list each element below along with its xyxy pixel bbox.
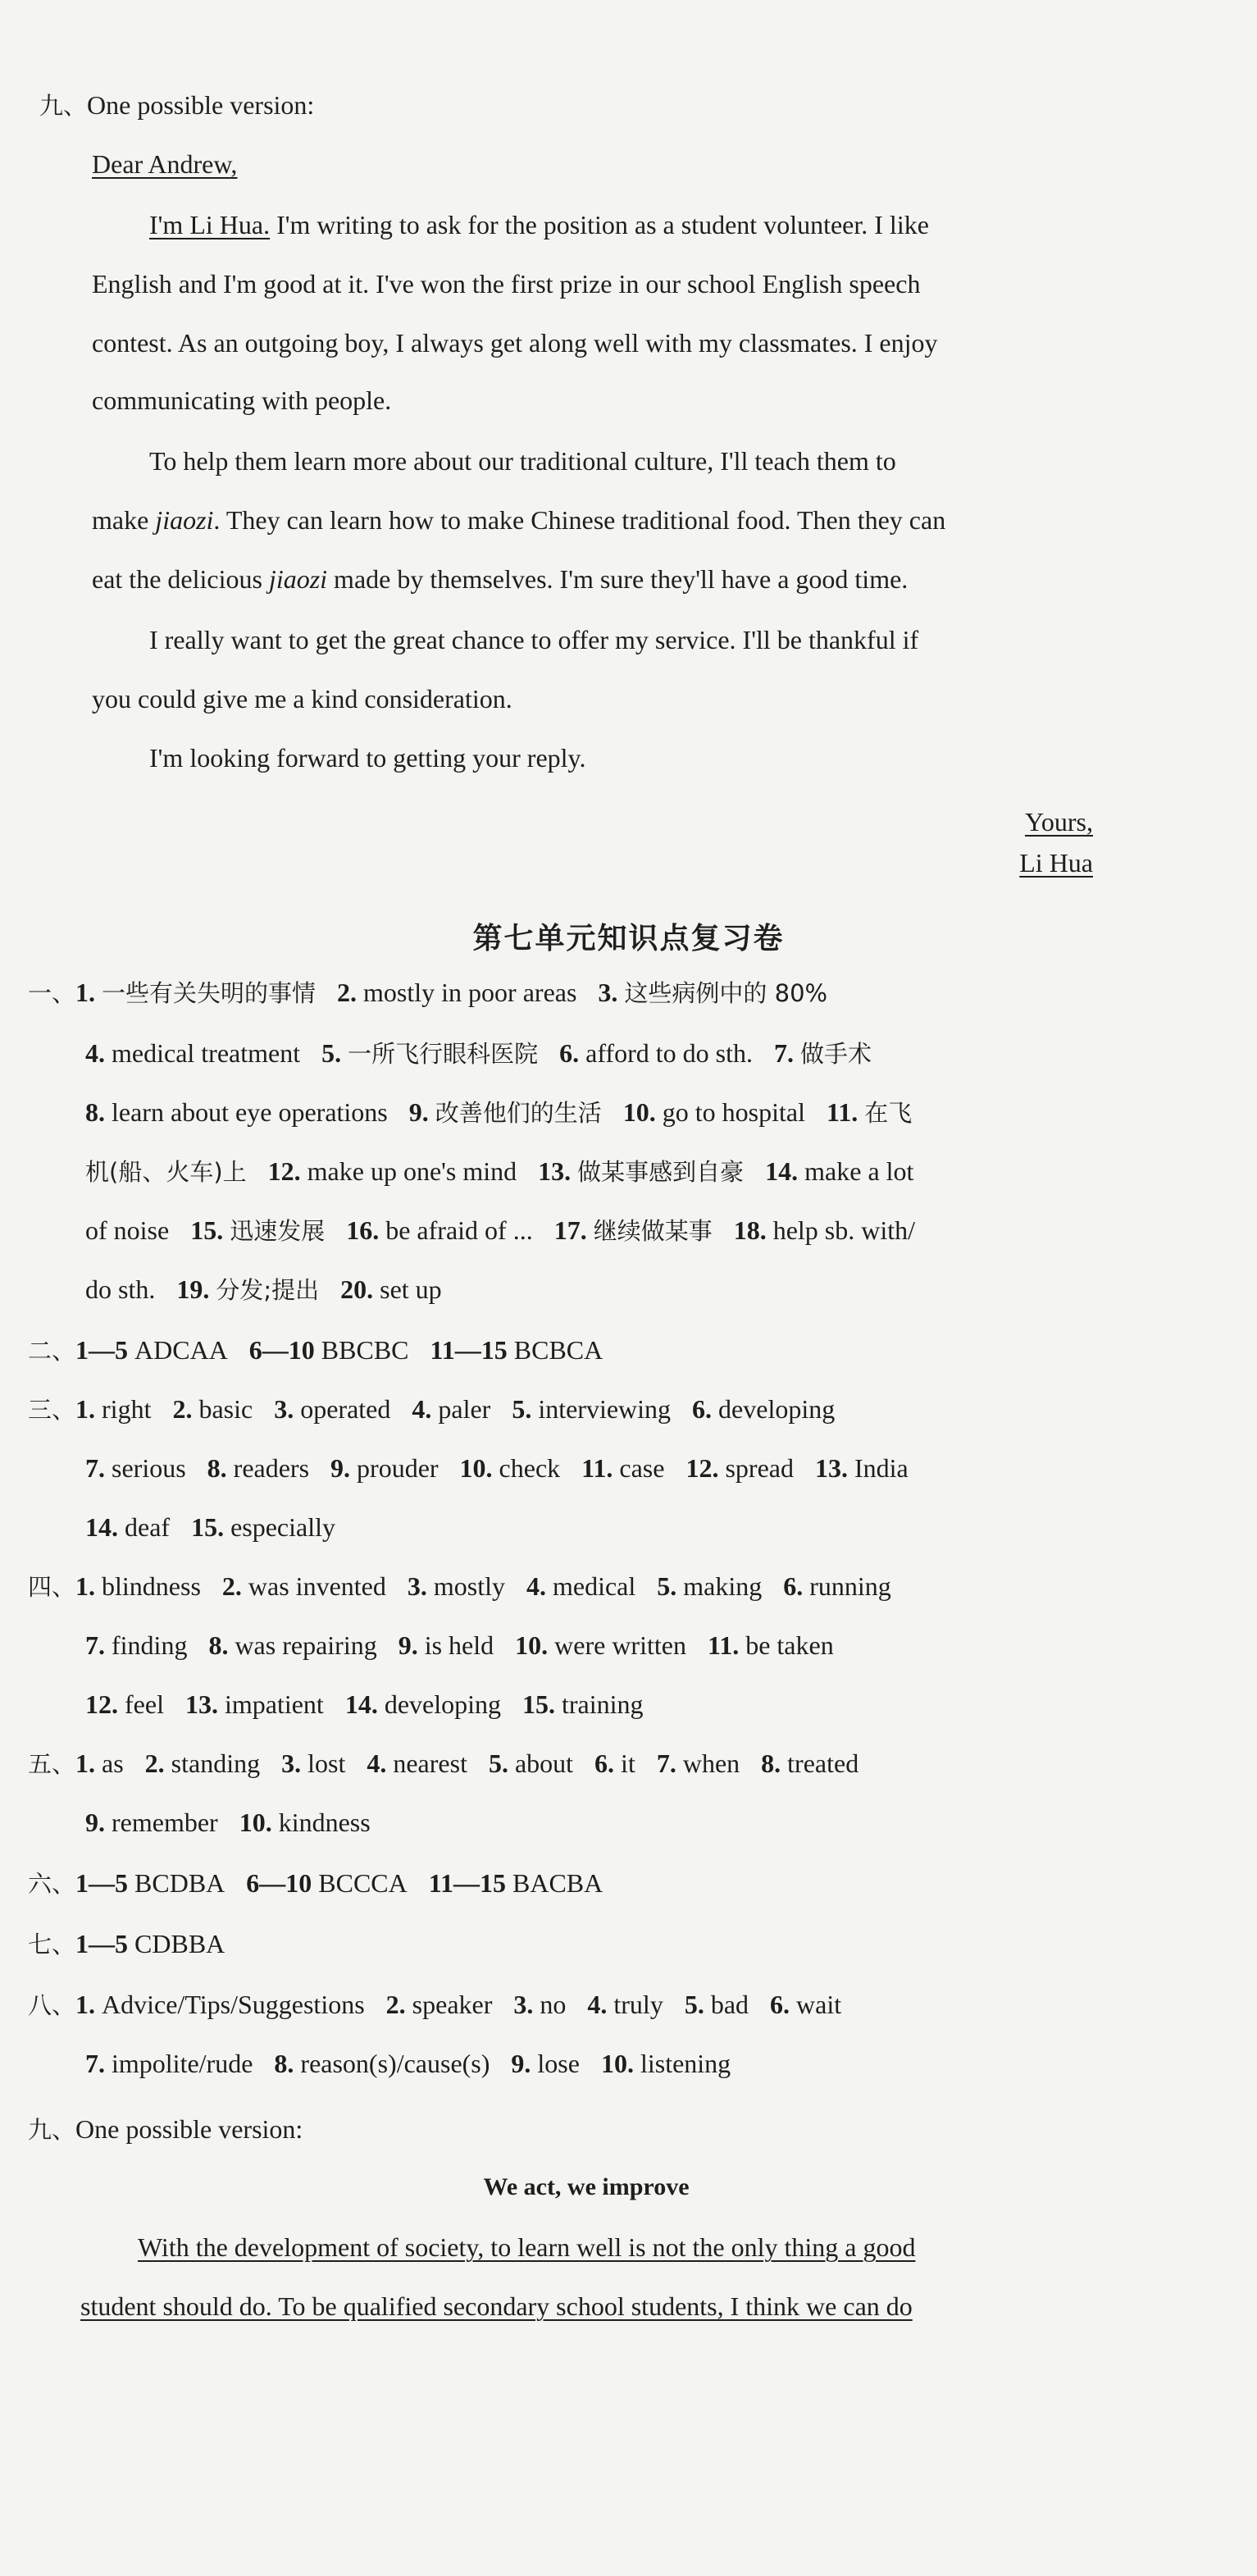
- item-number: 2.: [221, 1571, 242, 1601]
- item-value: ADCAA: [134, 1335, 228, 1365]
- item-value: lose: [537, 2049, 580, 2078]
- item-number: 13.: [814, 1453, 848, 1483]
- answer-item: [526, 1571, 635, 1601]
- item-value: help sb. with/: [772, 1215, 916, 1245]
- item-value: is held: [424, 1630, 494, 1660]
- item-value: afford to do sth.: [585, 1038, 753, 1068]
- item-value: BACBA: [512, 1868, 603, 1898]
- answer-item: [515, 1630, 686, 1660]
- answer-item: [657, 1748, 740, 1778]
- answer-item: [346, 1215, 532, 1245]
- item-number: 4.: [367, 1748, 387, 1778]
- item-value: 做某事感到自豪: [577, 1158, 745, 1186]
- item-number: 3.: [281, 1748, 302, 1778]
- item-number: 7.: [656, 1748, 676, 1778]
- item-number: 7.: [85, 2049, 105, 2078]
- answer-item: [75, 1748, 124, 1778]
- item-number: 14.: [765, 1156, 799, 1186]
- item-number: 3.: [407, 1571, 427, 1601]
- item-value: of noise: [85, 1215, 170, 1245]
- letter-p1-line3: contest. As an outgoing boy, I always get along well with my classmates. I enjoy: [92, 328, 938, 358]
- s7-items-line: [28, 1927, 246, 1961]
- answer-item: [85, 2049, 253, 2078]
- item-value: was invented: [248, 1571, 386, 1601]
- answer-item: [75, 1929, 225, 1958]
- item-number: 12.: [685, 1453, 719, 1483]
- s1-l3-line: [85, 1096, 933, 1129]
- item-value: 机(船、火车)上: [85, 1158, 247, 1186]
- item-number: 9.: [511, 2049, 531, 2078]
- s9-heading: [28, 2113, 303, 2146]
- answer-item: [208, 1630, 376, 1660]
- item-value: especially: [230, 1512, 335, 1542]
- answer-item: [489, 1748, 573, 1778]
- item-value: CDBBA: [134, 1929, 225, 1958]
- item-value: basic: [198, 1394, 253, 1424]
- item-number: 6—10: [248, 1335, 315, 1365]
- item-number: 3.: [513, 1990, 534, 2019]
- item-number: 9.: [398, 1630, 418, 1660]
- answer-item: [587, 1990, 663, 2019]
- item-value: learn about eye operations: [112, 1097, 388, 1127]
- item-number: 8.: [274, 2049, 294, 2078]
- answer-item: [399, 1630, 494, 1660]
- answer-item: [685, 1990, 749, 2019]
- answer-item: [761, 1748, 858, 1778]
- s1-l4-line: [85, 1155, 935, 1188]
- item-number: 17.: [553, 1215, 587, 1245]
- item-number: 1—5: [75, 1335, 129, 1365]
- item-number: 11.: [581, 1453, 613, 1483]
- section-label: 七、: [28, 1931, 76, 1958]
- intro-text: One possible version:: [87, 90, 315, 120]
- item-number: 16.: [346, 1215, 380, 1245]
- s8-l1-line: [28, 1988, 863, 2022]
- item-number: 11.: [826, 1097, 858, 1127]
- answer-item: [207, 1453, 309, 1483]
- item-number: 9.: [85, 1808, 105, 1837]
- item-number: 15.: [522, 1689, 555, 1719]
- section-label: 三、: [28, 1396, 76, 1424]
- item-value: blindness: [102, 1571, 201, 1601]
- item-value: do sth.: [85, 1274, 156, 1304]
- item-number: 1—5: [75, 1868, 129, 1898]
- answer-item: [75, 1990, 365, 2019]
- item-number: 6.: [770, 1990, 790, 2019]
- answer-item: [685, 1453, 794, 1483]
- answer-item: [559, 1038, 753, 1068]
- item-value: making: [683, 1571, 763, 1601]
- answer-item: [765, 1156, 913, 1186]
- letter-p2-line3: [92, 563, 908, 595]
- signature: Li Hua: [1019, 848, 1093, 878]
- item-number: 2.: [385, 1990, 406, 2019]
- item-number: 6—10: [246, 1868, 312, 1898]
- section-title: 第七单元知识点复习卷: [472, 922, 785, 955]
- item-value: 在飞: [864, 1099, 913, 1127]
- answer-item: [85, 1038, 300, 1068]
- answer-item: [412, 1394, 490, 1424]
- answer-item: [386, 1990, 493, 2019]
- item-value: operated: [300, 1394, 391, 1424]
- item-value: 一些有关失明的事情: [102, 979, 317, 1007]
- item-value: mostly in poor areas: [363, 978, 577, 1007]
- answer-item: [281, 1748, 345, 1778]
- section-label: 九、: [28, 2116, 76, 2144]
- item-value: impolite/rude: [112, 2049, 253, 2078]
- item-value: deaf: [125, 1512, 171, 1542]
- s1-l5-line: [85, 1214, 936, 1247]
- answer-item: [429, 1868, 603, 1898]
- answer-item: [367, 1748, 467, 1778]
- letter-p1-line1: [149, 208, 1092, 241]
- answer-item: [815, 1453, 909, 1483]
- answer-item: [734, 1215, 915, 1245]
- item-value: BCBCA: [513, 1335, 603, 1365]
- item-number: 14.: [344, 1689, 378, 1719]
- item-value: interviewing: [538, 1394, 672, 1424]
- letter-heading: [39, 89, 314, 122]
- item-number: 8.: [761, 1748, 781, 1778]
- answer-item: [190, 1215, 325, 1245]
- answer-item: [75, 1868, 225, 1898]
- item-value: speaker: [412, 1990, 493, 2019]
- answer-item: [337, 978, 576, 1007]
- salutation: Dear Andrew,: [92, 149, 238, 179]
- item-number: 10.: [459, 1453, 493, 1483]
- answer-item: [770, 1990, 841, 2019]
- answer-item: [330, 1453, 439, 1483]
- item-value: 分发;提出: [216, 1276, 320, 1304]
- answer-item: [75, 1571, 201, 1601]
- item-value: make a lot: [804, 1156, 914, 1186]
- answer-item: [85, 1097, 388, 1127]
- section-label: 一、: [28, 979, 76, 1007]
- s4-l3-line: [85, 1688, 665, 1721]
- answer-item: [85, 1630, 187, 1660]
- answer-item: [460, 1453, 561, 1483]
- item-number: 6.: [692, 1394, 713, 1424]
- item-value: make up one's mind: [307, 1156, 517, 1186]
- item-value: no: [540, 1990, 567, 2019]
- item-value: medical treatment: [112, 1038, 301, 1068]
- letter-p1-line2: English and I'm good at it. I've won the first prize in our school English speech: [92, 269, 921, 299]
- item-value: check: [499, 1453, 561, 1483]
- s3-l3-line: [85, 1511, 357, 1543]
- item-value: 一所飞行眼科医院: [348, 1040, 539, 1068]
- s4-l2-line: [85, 1629, 855, 1662]
- answer-item: [601, 2049, 731, 2078]
- closing: Yours,: [1024, 807, 1093, 837]
- item-number: 6.: [783, 1571, 804, 1601]
- item-number: 12.: [85, 1689, 118, 1719]
- item-number: 2.: [144, 1748, 165, 1778]
- answer-item: [274, 1394, 390, 1424]
- item-value: Advice/Tips/Suggestions: [102, 1990, 365, 2019]
- item-number: 9.: [330, 1453, 351, 1483]
- item-number: 2.: [172, 1394, 193, 1424]
- item-value: developing: [384, 1689, 501, 1719]
- section-label: 五、: [28, 1750, 76, 1778]
- text-span: . They can learn how to make Chinese traditional food. Then they can: [213, 505, 946, 535]
- answer-item: [623, 1097, 805, 1127]
- answer-item: [538, 1156, 744, 1186]
- item-number: 14.: [85, 1512, 118, 1542]
- s2-items-line: [28, 1334, 624, 1367]
- answer-item: [85, 1689, 164, 1719]
- answer-item: [85, 1512, 170, 1542]
- item-value: finding: [112, 1630, 188, 1660]
- item-value: 做手术: [799, 1040, 872, 1068]
- s4-l1-line: [28, 1570, 913, 1603]
- p1-rest: I'm writing to ask for the position as a student volunteer. I like: [270, 210, 929, 239]
- italic-word: jiaozi: [268, 564, 328, 594]
- item-number: 19.: [176, 1274, 210, 1304]
- item-value: 迅速发展: [230, 1217, 326, 1245]
- item-value: 这些病例中的 80%: [624, 979, 828, 1007]
- answer-item: [340, 1274, 442, 1304]
- item-number: 5.: [488, 1748, 508, 1778]
- item-value: impatient: [224, 1689, 324, 1719]
- item-number: 4.: [412, 1394, 432, 1424]
- item-value: BCDBA: [134, 1868, 225, 1898]
- answer-item: [274, 2049, 490, 2078]
- item-number: 11—15: [430, 1335, 508, 1365]
- s8-l2-line: [85, 2047, 752, 2080]
- item-number: 5.: [657, 1571, 677, 1601]
- answer-item: [430, 1335, 603, 1365]
- answer-item: [513, 1990, 566, 2019]
- answer-item: [511, 2049, 580, 2078]
- essay-title: We act, we improve: [483, 2173, 690, 2200]
- item-number: 15.: [190, 1215, 224, 1245]
- item-value: was repairing: [235, 1630, 377, 1660]
- item-value: it: [621, 1748, 635, 1778]
- answer-item: [75, 1335, 228, 1365]
- answer-item: [249, 1335, 409, 1365]
- item-value: when: [682, 1748, 740, 1778]
- answer-item: [172, 1394, 253, 1424]
- item-value: case: [619, 1453, 665, 1483]
- answer-item: [239, 1808, 371, 1837]
- item-value: BCCCA: [318, 1868, 408, 1898]
- item-number: 7.: [85, 1453, 105, 1483]
- item-value: feel: [125, 1689, 164, 1719]
- item-value: reason(s)/cause(s): [300, 2049, 490, 2078]
- answer-item: [594, 1748, 635, 1778]
- item-value: serious: [112, 1453, 186, 1483]
- item-value: BBCBC: [321, 1335, 409, 1365]
- answer-item: [185, 1689, 324, 1719]
- answer-item: [345, 1689, 501, 1719]
- letter-p3-line1: I really want to get the great chance to offer my service. I'll be thankful if: [149, 625, 919, 654]
- italic-word: jiaozi: [155, 505, 214, 535]
- s6-items-line: [28, 1867, 624, 1900]
- section-label: 二、: [28, 1337, 76, 1365]
- s3-l2-line: [85, 1452, 930, 1484]
- item-number: 2.: [337, 978, 358, 1007]
- item-value: go to hospital: [662, 1097, 805, 1127]
- s5-l2-line: [85, 1806, 392, 1839]
- letter-p4: I'm looking forward to getting your reply.: [149, 743, 586, 773]
- answer-item: [246, 1868, 407, 1898]
- item-value: as: [102, 1748, 124, 1778]
- answer-item: [783, 1571, 891, 1601]
- item-value: training: [562, 1689, 644, 1719]
- item-value: spread: [725, 1453, 794, 1483]
- item-value: bad: [710, 1990, 749, 2019]
- item-value: were written: [554, 1630, 686, 1660]
- item-number: 5.: [512, 1394, 532, 1424]
- item-number: 6.: [559, 1038, 580, 1068]
- item-value: kindness: [278, 1808, 371, 1837]
- essay-line1: With the development of society, to learn well is not the only thing a good: [138, 2232, 916, 2262]
- answer-item: [554, 1215, 713, 1245]
- item-value: be taken: [745, 1630, 834, 1660]
- item-number: 1.: [75, 978, 96, 1007]
- item-value: paler: [438, 1394, 491, 1424]
- answer-item: [598, 978, 827, 1007]
- item-value: about: [514, 1748, 574, 1778]
- letter-p1-line4: communicating with people.: [92, 385, 392, 415]
- answer-item: [408, 1571, 505, 1601]
- item-value: treated: [787, 1748, 859, 1778]
- item-value: listening: [640, 2049, 731, 2078]
- item-number: 1.: [75, 1394, 96, 1424]
- item-value: medical: [552, 1571, 636, 1601]
- item-number: 9.: [408, 1097, 429, 1127]
- item-value: nearest: [393, 1748, 467, 1778]
- answer-item: [85, 1453, 186, 1483]
- item-number: 12.: [267, 1156, 301, 1186]
- section-label: 九、: [39, 92, 88, 120]
- answer-item: [85, 1215, 169, 1245]
- item-value: wait: [796, 1990, 842, 2019]
- letter-p3-line2: you could give me a kind consideration.: [92, 684, 512, 714]
- text-span: eat the delicious: [92, 564, 269, 594]
- answer-item: [321, 1038, 538, 1068]
- s3-l1-line: [28, 1393, 856, 1426]
- item-number: 8.: [208, 1630, 229, 1660]
- item-number: 4.: [85, 1038, 105, 1068]
- item-number: 11—15: [428, 1868, 506, 1898]
- section-label: 四、: [28, 1573, 76, 1601]
- answer-item: [522, 1689, 644, 1719]
- item-value: remember: [112, 1808, 218, 1837]
- item-value: developing: [718, 1394, 836, 1424]
- answer-item: [657, 1571, 762, 1601]
- answer-item: [222, 1571, 386, 1601]
- item-number: 5.: [321, 1038, 342, 1068]
- item-number: 4.: [587, 1990, 608, 2019]
- section-label: 八、: [28, 1991, 76, 2019]
- item-value: set up: [380, 1274, 442, 1304]
- answer-item: [512, 1394, 671, 1424]
- item-number: 1.: [75, 1990, 96, 2019]
- answer-item: [176, 1274, 319, 1304]
- item-number: 8.: [207, 1453, 227, 1483]
- item-number: 3.: [274, 1394, 294, 1424]
- item-number: 5.: [684, 1990, 704, 2019]
- item-number: 10.: [600, 2049, 634, 2078]
- item-number: 1.: [75, 1748, 96, 1778]
- answer-item: [85, 1156, 247, 1186]
- answer-item: [774, 1038, 872, 1068]
- item-number: 13.: [538, 1156, 572, 1186]
- answer-item: [409, 1097, 602, 1127]
- s1-l6-line: [85, 1273, 463, 1306]
- item-number: 10.: [622, 1097, 656, 1127]
- item-number: 10.: [239, 1808, 272, 1837]
- section-label: 六、: [28, 1870, 76, 1898]
- answer-item: [85, 1274, 155, 1304]
- answer-item: [191, 1512, 335, 1542]
- item-number: 13.: [184, 1689, 218, 1719]
- answer-item: [75, 978, 316, 1007]
- item-value: prouder: [357, 1453, 439, 1483]
- essay-line2: student should do. To be qualified secondary school students, I think we can do: [80, 2291, 913, 2321]
- intro-text: One possible version:: [75, 2114, 303, 2144]
- text-span: made by themselves. I'm sure they'll have a good time.: [327, 564, 909, 594]
- item-number: 7.: [85, 1630, 105, 1660]
- item-value: India: [854, 1453, 909, 1483]
- answer-item: [827, 1097, 912, 1127]
- answer-item: [85, 1808, 218, 1837]
- text-span: make: [92, 505, 156, 535]
- s1-l1-line: [28, 976, 849, 1010]
- item-number: 3.: [598, 978, 618, 1007]
- letter-p2-line2: [92, 504, 945, 536]
- item-value: 改善他们的生活: [435, 1099, 602, 1127]
- item-number: 20.: [340, 1274, 374, 1304]
- item-value: running: [809, 1571, 891, 1601]
- item-value: right: [102, 1394, 152, 1424]
- item-value: truly: [613, 1990, 663, 2019]
- item-number: 11.: [707, 1630, 740, 1660]
- item-value: 继续做某事: [593, 1217, 713, 1245]
- item-value: mostly: [433, 1571, 505, 1601]
- answer-item: [692, 1394, 835, 1424]
- item-value: be afraid of ...: [385, 1215, 533, 1245]
- item-number: 6.: [594, 1748, 615, 1778]
- s1-l2-line: [85, 1037, 893, 1070]
- s5-l1-line: [28, 1747, 880, 1780]
- p1-text: [149, 208, 929, 241]
- answer-item: [268, 1156, 517, 1186]
- item-number: 4.: [526, 1571, 546, 1601]
- answer-item: [708, 1630, 834, 1660]
- letter-p2-line1: To help them learn more about our traditional culture, I'll teach them to: [149, 446, 896, 476]
- item-number: 10.: [515, 1630, 549, 1660]
- answer-item: [75, 1394, 151, 1424]
- item-number: 1—5: [75, 1929, 129, 1958]
- item-value: readers: [233, 1453, 310, 1483]
- answer-item: [581, 1453, 664, 1483]
- item-value: standing: [171, 1748, 261, 1778]
- item-value: lost: [307, 1748, 346, 1778]
- item-number: 7.: [773, 1038, 794, 1068]
- item-number: 1.: [75, 1571, 96, 1601]
- answer-item: [145, 1748, 260, 1778]
- item-number: 8.: [85, 1097, 105, 1127]
- item-number: 15.: [191, 1512, 225, 1542]
- item-number: 18.: [733, 1215, 767, 1245]
- intro-name: I'm Li Hua.: [149, 210, 271, 239]
